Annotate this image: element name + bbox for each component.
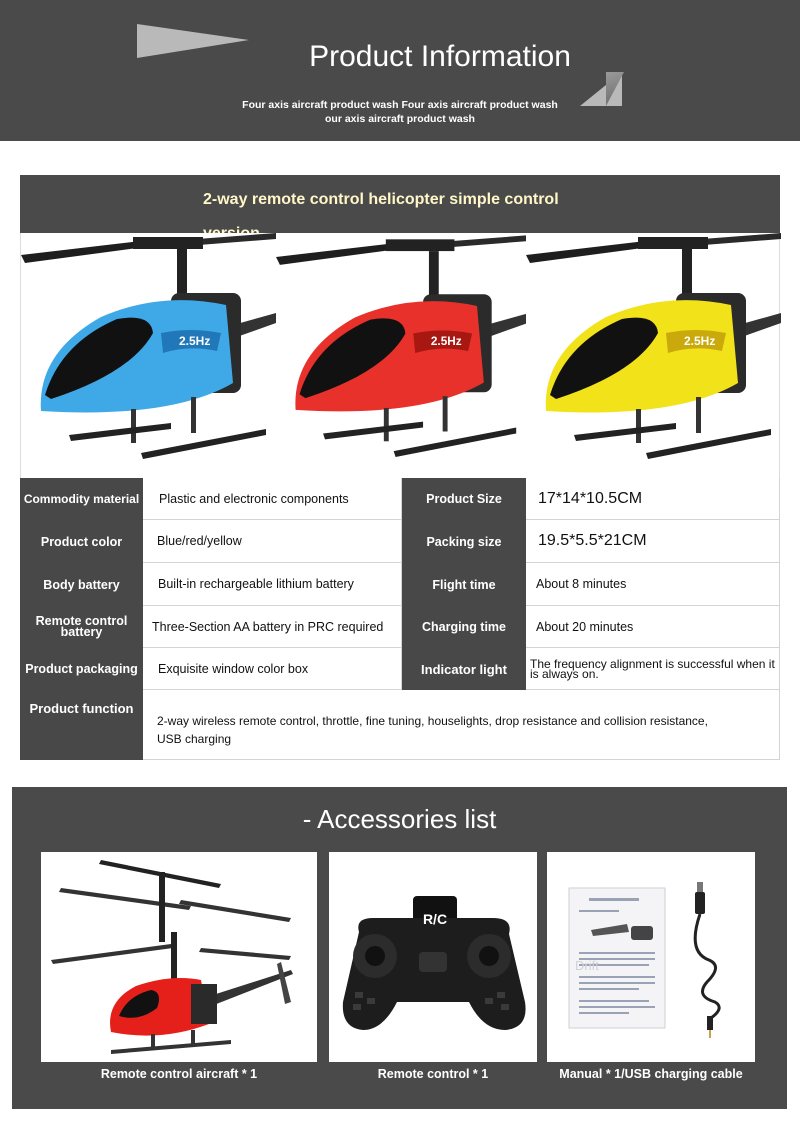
page-header (0, 0, 800, 141)
accessory-aircraft-image (41, 852, 317, 1062)
spec-value: 2-way wireless remote control, throttle, fine tuning, houselights, drop resistance and collision resistance, USB charging (143, 690, 780, 760)
heli-decal: 2.5Hz (684, 334, 716, 348)
spec-label: Product color (20, 520, 143, 563)
helicopter-photos (20, 233, 780, 478)
spec-value: Exquisite window color box (143, 648, 402, 690)
spec-value: The frequency alignment is successful when it is always on. (526, 648, 780, 690)
table-row (20, 648, 780, 690)
helicopter-image (276, 233, 526, 478)
spec-label: Commodity material (20, 478, 143, 520)
spec-label: Product function (20, 690, 143, 760)
page-title: Product Information (309, 40, 571, 73)
page-subtitle (215, 98, 585, 126)
spec-value: 17*14*10.5CM (526, 478, 780, 520)
helicopter-image (526, 233, 781, 478)
subtitle-line: Four axis aircraft product wash Four axis aircraft product wash (242, 99, 558, 111)
spec-value: 19.5*5.5*21CM (526, 520, 780, 563)
product-banner (20, 175, 780, 233)
spec-value: About 20 minutes (526, 606, 780, 648)
accessory-remote-image (329, 852, 537, 1062)
accessories-title: - Accessories list (302, 804, 497, 834)
aircraft-image (41, 852, 317, 1062)
heli-decal: 2.5Hz (179, 334, 211, 348)
accessory-manual-image (547, 852, 755, 1062)
manual-watermark: Drift (575, 958, 599, 973)
helicopter-image (21, 233, 276, 478)
spec-label: Packing size (402, 520, 526, 563)
accessory-caption: Manual * 1/USB charging cable (559, 1067, 743, 1081)
table-row (20, 563, 780, 606)
remote-control-image (329, 852, 537, 1062)
table-row (20, 606, 780, 648)
table-row (20, 690, 780, 760)
spec-value: Blue/red/yellow (143, 520, 402, 563)
accessories-section (12, 787, 787, 1109)
table-row (20, 520, 780, 563)
accessory-caption: Remote control * 1 (377, 1067, 489, 1081)
accessory-caption: Remote control aircraft * 1 (100, 1067, 258, 1081)
spec-value: About 8 minutes (526, 563, 780, 606)
heli-decal: 2.5Hz (430, 335, 462, 349)
banner-line: 2-way remote control helicopter simple control (203, 191, 559, 208)
helicopter-photo-blue (21, 233, 276, 478)
subtitle-line: our axis aircraft product wash (325, 113, 475, 125)
spec-value: Built-in rechargeable lithium battery (143, 563, 402, 606)
spec-value: Three-Section AA battery in PRC required (143, 606, 402, 648)
helicopter-photo-yellow (526, 233, 781, 478)
helicopter-photo-red (276, 233, 526, 478)
spec-label: Product packaging (20, 648, 143, 690)
remote-logo: R/C (422, 911, 448, 927)
spec-value: Plastic and electronic components (143, 478, 402, 520)
spec-label: Remote control battery (20, 606, 143, 648)
spec-label: Flight time (402, 563, 526, 606)
spec-label: Charging time (402, 606, 526, 648)
table-row (20, 478, 780, 520)
spec-label: Body battery (20, 563, 143, 606)
spec-label: Product Size (402, 478, 526, 520)
manual-and-cable-image (547, 852, 755, 1062)
spec-label: Indicator light (402, 648, 526, 690)
